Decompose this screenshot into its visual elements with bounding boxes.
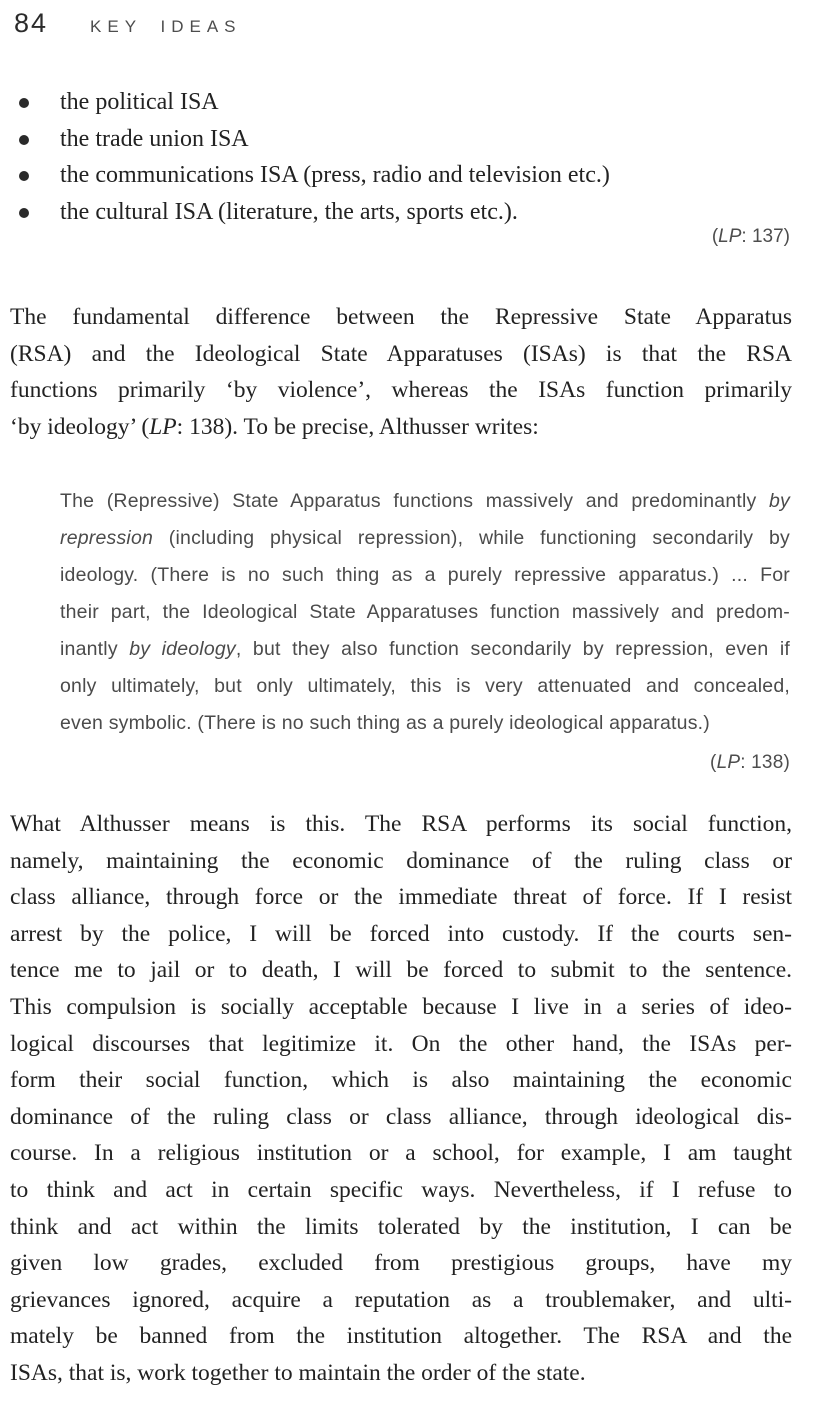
text-line: repression (including physical repression), while functioning secondarily by xyxy=(60,527,790,549)
list-item xyxy=(10,194,790,231)
text-line: to think and act in certain specific ways. Nevertheless, if I refuse to xyxy=(10,1176,792,1203)
list-item xyxy=(10,121,790,158)
text-line: (RSA) and the Ideological State Apparatuses (ISAs) is that the RSA xyxy=(10,340,792,367)
bullet-icon xyxy=(19,208,29,218)
text-line: given low grades, excluded from prestigious groups, have my xyxy=(10,1250,792,1277)
list-item xyxy=(10,84,790,121)
text-line: only ultimately, but only ultimately, this is very attenuated and concealed, xyxy=(60,675,790,697)
text-line: functions primarily ‘by violence’, whereas the ISAs function primarily xyxy=(10,377,792,404)
citation-lp-138: (LP: 138) xyxy=(710,752,790,773)
block-quote-text xyxy=(60,483,790,742)
text-line: course. In a religious institution or a school, for example, I am taught xyxy=(10,1140,792,1167)
text-line: ISAs, that is, work together to maintain the order of the state. xyxy=(10,1359,586,1386)
running-header xyxy=(14,8,242,39)
text-line: dominance of the ruling class or class alliance, through ideological dis- xyxy=(10,1103,792,1130)
bullet-icon xyxy=(19,135,29,145)
text-line: ‘by ideology’ (LP: 138). To be precise, Althusser writes: xyxy=(10,413,539,440)
text-line: What Althusser means is this. The RSA performs its social function, xyxy=(10,811,792,837)
text-line: The fundamental difference between the Repressive State Apparatus xyxy=(10,304,792,330)
bullet-icon xyxy=(19,98,29,108)
running-header-title: KEY IDEAS xyxy=(90,17,242,36)
text-line: think and act within the limits tolerated by the institution, I can be xyxy=(10,1213,792,1240)
bullet-icon xyxy=(19,171,29,181)
list-item-text: the cultural ISA (literature, the arts, sports etc.). xyxy=(60,198,518,225)
text-line: their part, the Ideological State Apparatuses function massively and predom- xyxy=(60,601,790,623)
text-line: inantly by ideology, but they also function secondarily by repression, even if xyxy=(60,638,790,660)
text-line: The (Repressive) State Apparatus functions massively and predominantly by xyxy=(60,490,790,512)
text-line: even symbolic. (There is no such thing as a purely ideological apparatus.) xyxy=(60,712,710,734)
list-item-text: the communications ISA (press, radio and television etc.) xyxy=(60,162,610,189)
text-line: class alliance, through force or the immediate threat of force. If I resist xyxy=(10,884,792,911)
block-quote xyxy=(60,483,790,781)
text-line: namely, maintaining the economic dominance of the ruling class or xyxy=(10,847,792,874)
citation-lp-137: (LP: 137) xyxy=(711,226,790,247)
text-line: tence me to jail or to death, I will be forced to submit to the sentence. xyxy=(10,957,792,984)
text-line: mately be banned from the institution altogether. The RSA and the xyxy=(10,1323,792,1350)
bullet-list xyxy=(10,84,790,230)
body-paragraph-2 xyxy=(10,806,792,1392)
text-line: This compulsion is socially acceptable because I live in a series of ideo- xyxy=(10,993,792,1020)
body-paragraph-1 xyxy=(10,299,792,445)
text-line: form their social function, which is also maintaining the economic xyxy=(10,1067,792,1094)
text-line: ideology. (There is no such thing as a purely repressive apparatus.) ... For xyxy=(60,564,790,586)
list-item xyxy=(10,157,790,194)
list-item-text: the trade union ISA xyxy=(60,125,249,152)
text-line: arrest by the police, I will be forced into custody. If the courts sen- xyxy=(10,920,792,947)
text-line: grievances ignored, acquire a reputation as a troublemaker, and ulti- xyxy=(10,1286,792,1313)
page-number: 84 xyxy=(14,8,49,38)
list-item-text: the political ISA xyxy=(60,89,219,115)
text-line: logical discourses that legitimize it. On the other hand, the ISAs per- xyxy=(10,1030,792,1057)
